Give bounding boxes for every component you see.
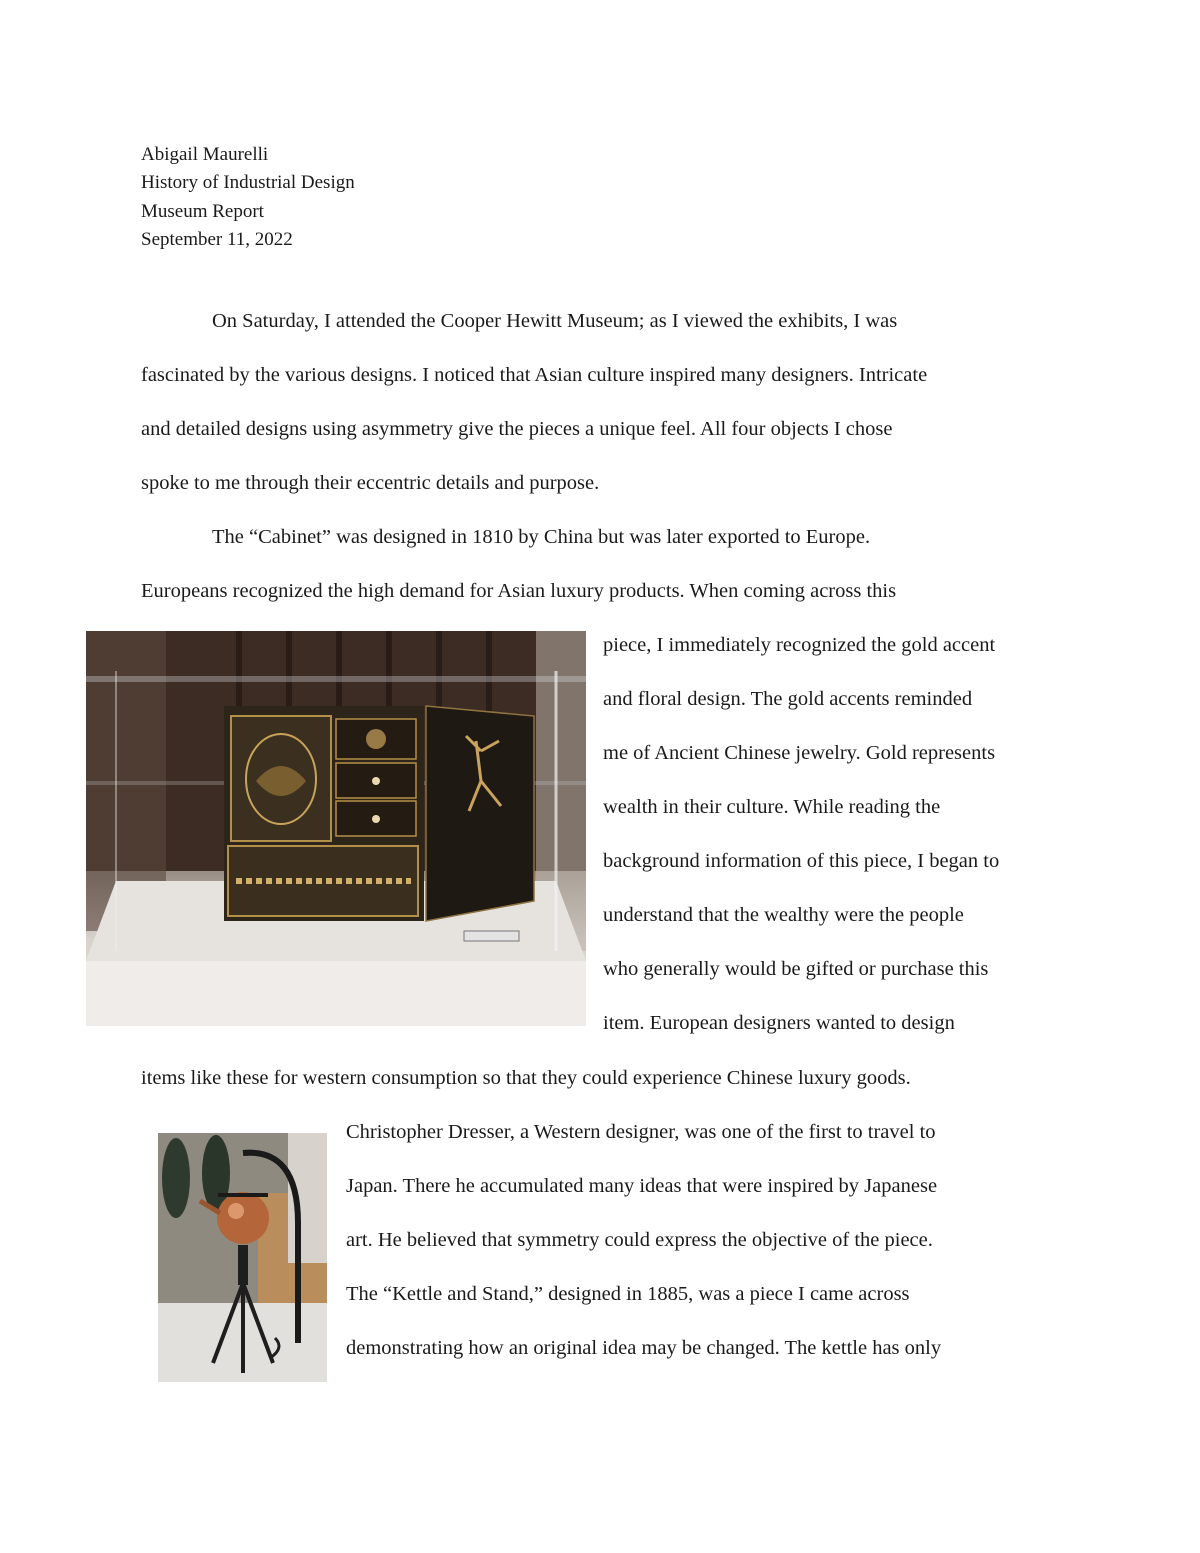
body-line: spoke to me through their eccentric details and purpose. [141,472,600,494]
cabinet-photo [86,631,586,1026]
body-line: On Saturday, I attended the Cooper Hewitt Museum; as I viewed the exhibits, I was [212,310,898,332]
body-line: item. European designers wanted to design [603,1012,955,1034]
body-line: wealth in their culture. While reading the [603,796,941,818]
cabinet-illustration [86,631,586,1026]
body-line: Christopher Dresser, a Western designer, was one of the first to travel to [346,1121,936,1143]
author-name: Abigail Maurelli [141,144,269,165]
body-line: piece, I immediately recognized the gold accent [603,634,996,656]
body-line: The “Kettle and Stand,” designed in 1885, was a piece I came across [346,1283,910,1305]
body-line: The “Cabinet” was designed in 1810 by China but was later exported to Europe. [212,526,871,548]
body-line: who generally would be gifted or purchase this [603,958,989,980]
body-line: items like these for western consumption so that they could experience Chinese luxury goods. [141,1067,911,1089]
body-line: Europeans recognized the high demand for Asian luxury products. When coming across this [141,580,897,602]
body-line: understand that the wealthy were the people [603,904,964,926]
kettle-photo [158,1133,327,1382]
body-line: Japan. There he accumulated many ideas that were inspired by Japanese [346,1175,938,1197]
body-line: demonstrating how an original idea may be changed. The kettle has only [346,1337,942,1359]
body-line: and floral design. The gold accents reminded [603,688,973,710]
assignment-title: Museum Report [141,201,264,222]
body-line: background information of this piece, I began to [603,850,1000,872]
body-line: and detailed designs using asymmetry give the pieces a unique feel. All four objects I chose [141,418,893,440]
body-line: fascinated by the various designs. I noticed that Asian culture inspired many designers. Intricate [141,364,928,386]
body-line: me of Ancient Chinese jewelry. Gold represents [603,742,996,764]
body-line: art. He believed that symmetry could express the objective of the piece. [346,1229,933,1251]
report-date: September 11, 2022 [141,229,293,250]
course-name: History of Industrial Design [141,172,355,193]
kettle-illustration [158,1133,327,1382]
